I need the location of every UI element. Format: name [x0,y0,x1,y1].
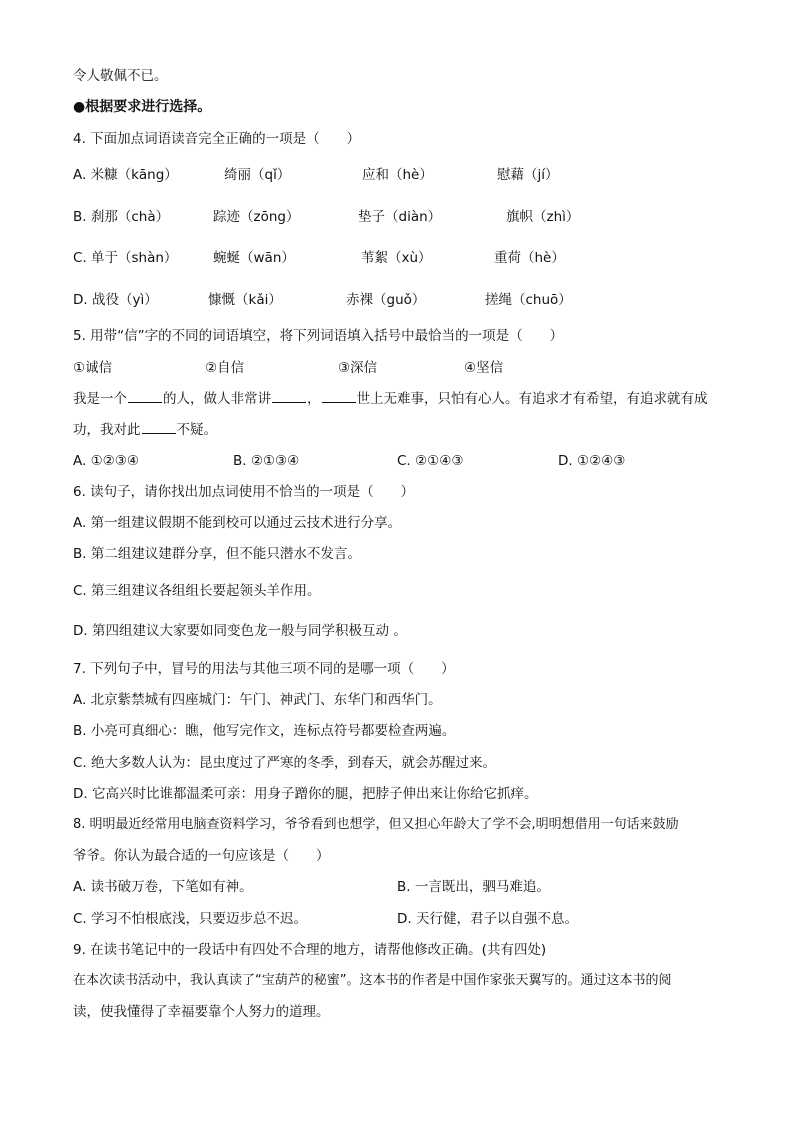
q5-blank-1[interactable] [128,389,162,403]
q7-option-a: A. 北京紫禁城有四座城门：午门、神武门、东华门和西华门。 [73,692,442,708]
q4-option-a-2: 绮丽（qǐ） [224,167,291,183]
q7-stem: 7. 下列句子中，冒号的用法与其他三项不同的是哪一项（ ） [73,661,455,677]
q5-word-4: ④坚信 [464,360,504,376]
q8-stem-line-2: 爷爷。你认为最合适的一句应该是（ ） [73,848,330,864]
q5-word-3: ③深信 [338,360,378,376]
q5-option-a: A. ①②③④ [73,453,139,469]
q4-option-b-1: B. 刹那（chà） [73,209,170,225]
q5-word-2: ②自信 [205,360,245,376]
q4-option-a-1: A. 米糠（kāng） [73,167,178,183]
q4-option-d-3: 赤裸（guǒ） [346,292,426,308]
q5-blank-3[interactable] [322,389,356,403]
q5-option-d: D. ①②④③ [558,453,626,469]
q7-option-d: D. 它高兴时比谁都温柔可亲：用身子蹭你的腿，把脖子伸出来让你给它抓痒。 [73,786,538,802]
q5-stem: 5. 用带“信”字的不同的词语填空，将下列词语填入括号中最恰当的一项是（ ） [73,328,564,344]
q4-option-c-1: C. 单于（shàn） [73,250,178,266]
q5-option-b: B. ②①③④ [233,453,300,469]
q5-blank-4[interactable] [142,420,176,434]
q8-stem-line-1: 8. 明明最近经常用电脑查资料学习，爷爷看到也想学，但又担心年龄大了学不会,明明想借用一句话来鼓励 [73,817,679,832]
q6-option-d: D. 第四组建议大家要如同变色龙一般与同学积极互动 。 [73,623,407,639]
q4-option-d-4: 搓绳（chuō） [485,292,572,308]
q9-paragraph-line-2: 读，使我懂得了幸福要靠个人努力的道理。 [73,1004,330,1020]
q4-option-a-3: 应和（hè） [362,167,433,183]
q8-option-a: A. 读书破万卷，下笔如有神。 [73,879,253,895]
q7-option-c: C. 绝大多数人认为：昆虫度过了严寒的冬季，到春天，就会苏醒过来。 [73,755,497,771]
q4-option-c-2: 蜿蜒（wān） [213,250,295,266]
q4-option-d-2: 慷慨（kǎi） [208,292,282,308]
q8-option-d: D. 天行健，君子以自强不息。 [397,911,578,927]
q4-option-b-4: 旗帜（zhì） [506,209,580,225]
q8-option-c: C. 学习不怕根底浅，只要迈步总不迟。 [73,911,308,927]
q6-option-a: A. 第一组建议假期不能到校可以通过云技术进行分享。 [73,515,402,531]
q5-word-1: ①诚信 [73,360,113,376]
q5-option-c: C. ②①④③ [397,453,464,469]
q4-option-a-4: 慰藉（jí） [497,167,559,183]
section-title: ●根据要求进行选择。 [73,99,212,115]
q7-option-b: B. 小亮可真细心：瞧，他写完作文，连标点符号都要检查两遍。 [73,723,456,739]
q4-option-c-4: 重荷（hè） [494,250,565,266]
q5-blank-2[interactable] [272,389,306,403]
q6-option-b: B. 第二组建议建群分享，但不能只潜水不发言。 [73,546,361,562]
q8-option-b: B. 一言既出，驷马难追。 [397,879,550,895]
q4-option-b-3: 垫子（diàn） [358,209,442,225]
q6-option-c: C. 第三组建议各组组长要起领头羊作用。 [73,583,321,599]
q4-option-b-2: 踪迹（zōng） [213,209,300,225]
q6-stem: 6. 读句子，请你找出加点词使用不恰当的一项是（ ） [73,484,415,500]
q4-option-d-1: D. 战役（yì） [73,292,158,308]
intro-tail-text: 令人敬佩不已。 [73,68,168,84]
q4-stem: 4. 下面加点词语读音完全正确的一项是（ ） [73,131,361,147]
q4-option-c-3: 苇絮（xù） [361,250,432,266]
q9-paragraph-line-1: 在本次读书活动中，我认真读了“宝葫芦的秘蜜”。这本书的作者是中国作家张天翼写的。通过这本书的阅 [73,973,672,988]
q5-paragraph-line-2: 功，我对此 不疑。 [73,422,217,438]
q5-paragraph-line-1: 我是一个 的人，做人非常讲 ， 世上无难事，只怕有心人。有追求才有希望，有追求就有成 [73,391,708,407]
q9-stem: 9. 在读书笔记中的一段话中有四处不合理的地方，请帮他修改正确。(共有四处) [73,942,547,958]
